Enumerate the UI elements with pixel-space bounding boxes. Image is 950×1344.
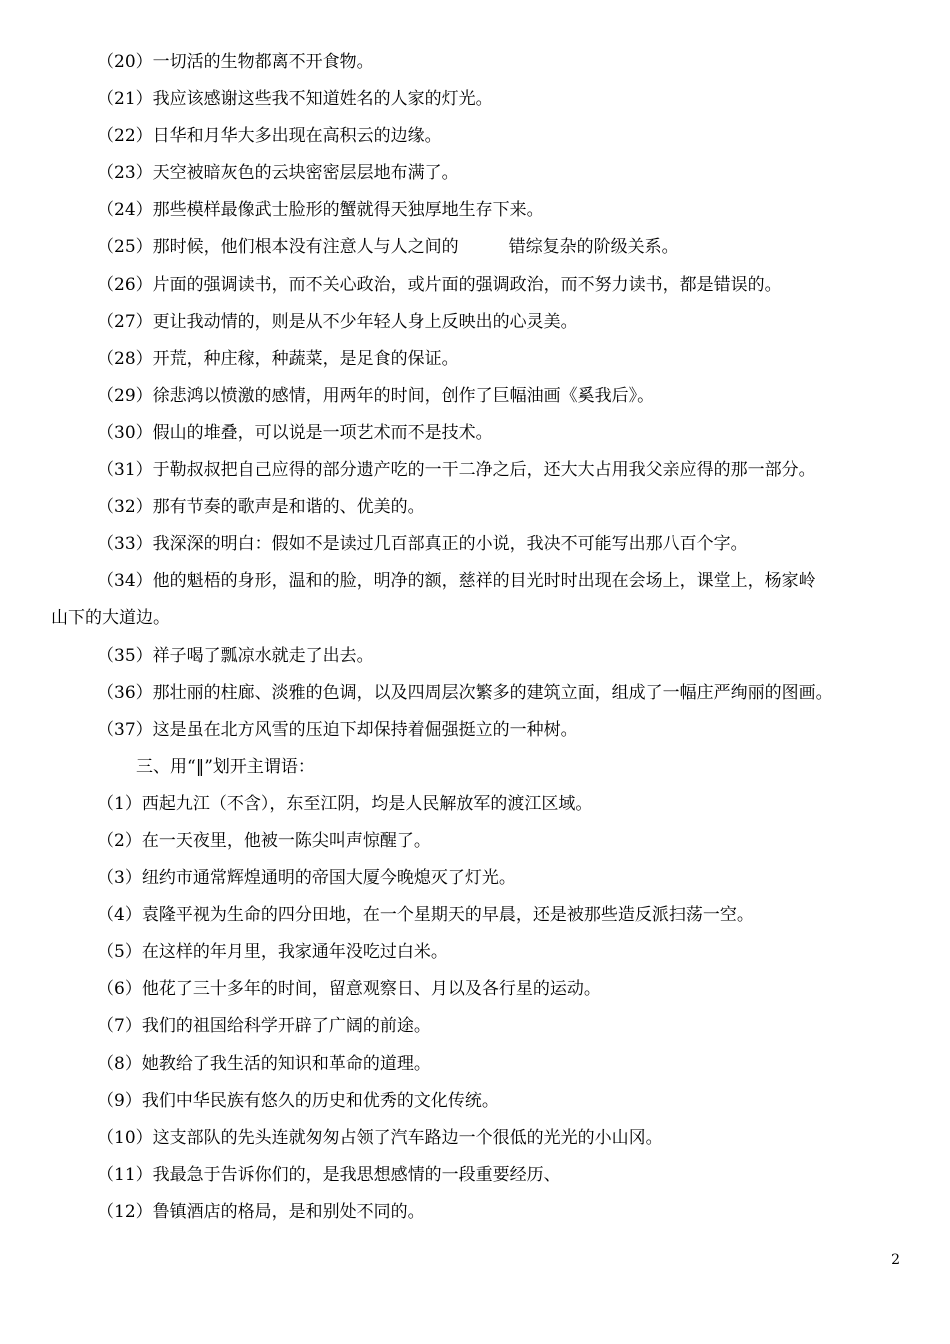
list-item: （32）那有节奏的歌声是和谐的、优美的。 <box>97 497 425 518</box>
list-item: （4）袁隆平视为生命的四分田地，在一个星期天的早晨，还是被那些造反派扫荡一空。 <box>97 905 754 926</box>
list-item: （24）那些模样最像武士脸形的蟹就得天独厚地生存下来。 <box>97 200 544 221</box>
list-item: （34）他的魁梧的身形，温和的脸，明净的额，慈祥的目光时时出现在会场上，课堂上，杨家岭 <box>97 571 816 592</box>
list-item: （7）我们的祖国给科学开辟了广阔的前途。 <box>97 1016 431 1037</box>
list-item-part: （25）那时候，他们根本没有注意人与人之间的 <box>97 237 459 258</box>
list-item: （35）祥子喝了瓢凉水就走了出去。 <box>97 645 374 666</box>
section-heading: 三、用“‖”划开主谓语： <box>136 756 315 777</box>
list-item: （5）在这样的年月里，我家通年没吃过白米。 <box>97 942 448 963</box>
list-item: （3）纽约市通常辉煌通明的帝国大厦今晚熄灭了灯光。 <box>97 868 516 889</box>
list-item <box>51 229 901 266</box>
list-item: （8）她教给了我生活的知识和革命的道理。 <box>97 1053 431 1074</box>
list-item: （10）这支部队的先头连就匆匆占领了汽车路边一个很低的光光的小山冈。 <box>97 1127 663 1148</box>
page-content <box>51 44 901 1231</box>
list-item: （27）更让我动情的，则是从不少年轻人身上反映出的心灵美。 <box>97 311 578 332</box>
list-item-continuation: 山下的大道边。 <box>51 608 170 629</box>
list-item: （26）片面的强调读书，而不关心政治，或片面的强调政治，而不努力读书，都是错误的。 <box>97 274 782 295</box>
list-item: （23）天空被暗灰色的云块密密层层地布满了。 <box>97 163 459 184</box>
list-item: （1）西起九江（不含），东至江阴，均是人民解放军的渡江区域。 <box>97 793 593 814</box>
list-item: （30）假山的堆叠，可以说是一项艺术而不是技术。 <box>97 422 493 443</box>
list-item: （2）在一天夜里，他被一陈尖叫声惊醒了。 <box>97 830 431 851</box>
list-item: （33）我深深的明白：假如不是读过几百部真正的小说，我决不可能写出那八百个字。 <box>97 534 748 555</box>
list-item: （11）我最急于告诉你们的，是我思想感情的一段重要经历、 <box>97 1164 561 1185</box>
list-item: （21）我应该感谢这些我不知道姓名的人家的灯光。 <box>97 89 493 110</box>
page-number: 2 <box>891 1252 900 1268</box>
list-item: （6）他花了三十多年的时间，留意观察日、月以及各行星的运动。 <box>97 979 601 1000</box>
list-item: （28）开荒，种庄稼，种蔬菜，是足食的保证。 <box>97 348 459 369</box>
list-item: （37）这是虽在北方风雪的压迫下却保持着倔强挺立的一种树。 <box>97 719 578 740</box>
list-item: （12）鲁镇酒店的格局，是和别处不同的。 <box>97 1201 425 1222</box>
list-item-part: 错综复杂的阶级关系。 <box>508 237 679 258</box>
list-item: （22）日华和月华大多出现在高积云的边缘。 <box>97 126 442 147</box>
list-item: （36）那壮丽的柱廊、淡雅的色调，以及四周层次繁多的建筑立面，组成了一幅庄严绚丽的图画。 <box>97 682 833 703</box>
list-item: （31）于勒叔叔把自己应得的部分遗产吃的一干二净之后，还大大占用我父亲应得的那一部分。 <box>97 460 816 481</box>
list-item: （9）我们中华民族有悠久的历史和优秀的文化传统。 <box>97 1090 499 1111</box>
list-item: （29）徐悲鸿以愤激的感情，用两年的时间，创作了巨幅油画《奚我后》。 <box>97 385 655 406</box>
list-item: （20）一切活的生物都离不开食物。 <box>97 52 374 72</box>
